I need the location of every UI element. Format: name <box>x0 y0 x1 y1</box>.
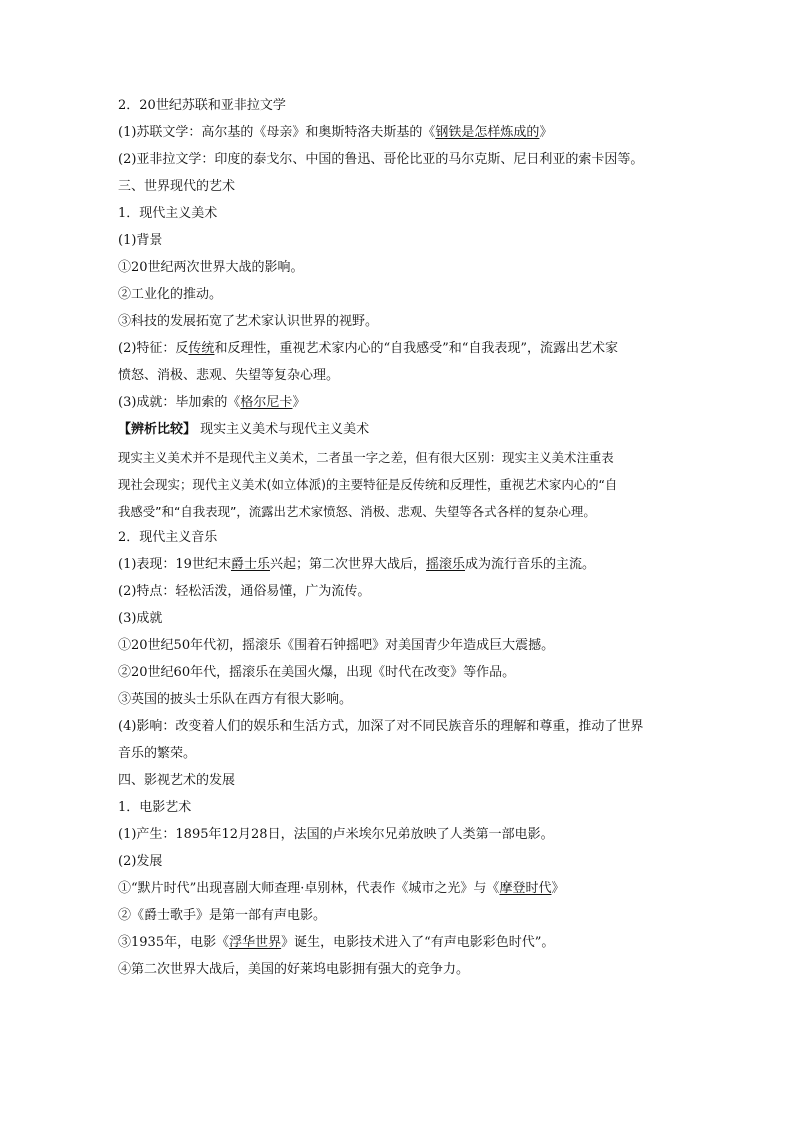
characteristics-line-cont: 愤怒、消极、悲观、失望等复杂心理。 <box>118 368 340 383</box>
background-label: (1)背景 <box>118 233 163 248</box>
underlined-term: 爵士乐 <box>230 557 270 572</box>
comparison-heading: 【辨析比较】 现实主义美术与现代主义美术 <box>118 422 370 437</box>
film-development-2: ②《爵士歌手》是第一部有声电影。 <box>118 908 327 923</box>
characteristics-line: (2)特征：反传统和反理性，重视艺术家内心的“自我感受”和“自我表现”，流露出艺术家 <box>118 341 619 356</box>
subheading-film-art: 1．电影艺术 <box>118 800 192 815</box>
background-item-1: ①20世纪两次世界大战的影响。 <box>118 260 304 275</box>
section-heading-soviet-afro-asian-literature: 2．20世纪苏联和亚非拉文学 <box>118 98 286 113</box>
music-achievement-3: ③英国的披头士乐队在西方有很大影响。 <box>118 692 353 707</box>
underlined-term: 浮华世界 <box>229 935 282 950</box>
comparison-note-line-1: 现实主义美术并不是现代主义美术，二者虽一字之差，但有很大区别：现实主义美术注重表 <box>118 450 614 465</box>
film-development-4: ④第二次世界大战后，美国的好莱坞电影拥有强大的竞争力。 <box>118 962 470 977</box>
underlined-term: 格尔尼卡 <box>240 395 293 410</box>
music-achievement-2: ②20世纪60年代，摇滚乐在美国火爆，出现《时代在改变》等作品。 <box>118 665 516 680</box>
film-origin-line: (1)产生：1895年12月28日，法国的卢米埃尔兄弟放映了人类第一部电影。 <box>118 827 554 842</box>
background-item-2: ②工业化的推动。 <box>118 287 223 302</box>
film-development-3: ③1935年，电影《浮华世界》诞生，电影技术进入了“有声电影彩色时代”。 <box>118 935 555 950</box>
soviet-literature-line: (1)苏联文学：高尔基的《母亲》和奥斯特洛夫斯基的《钢铁是怎样炼成的》 <box>118 125 553 140</box>
background-item-3: ③科技的发展拓宽了艺术家认识世界的视野。 <box>118 314 379 329</box>
section-heading-film-tv: 四、影视艺术的发展 <box>118 773 236 788</box>
afro-asian-literature-line: (2)亚非拉文学：印度的泰戈尔、中国的鲁迅、哥伦比亚的马尔克斯、尼日利亚的索卡因等。 <box>118 152 644 167</box>
music-expression-line: (1)表现：19世纪末爵士乐兴起；第二次世界大战后，摇滚乐成为流行音乐的主流。 <box>118 557 596 572</box>
achievement-line: (3)成就：毕加索的《格尔尼卡》 <box>118 395 306 410</box>
music-achievement-1: ①20世纪50年代初，摇滚乐《围着石钟摇吧》对美国青少年造成巨大震撼。 <box>118 638 555 653</box>
music-features-line: (2)特点：轻松活泼，通俗易懂，广为流传。 <box>118 584 371 599</box>
comparison-note-line-2: 现社会现实；现代主义美术(如立体派)的主要特征是反传统和反理性，重视艺术家内心的“自 <box>118 477 618 492</box>
subheading-modernist-music: 2．现代主义音乐 <box>118 530 218 545</box>
film-development-label: (2)发展 <box>118 854 163 869</box>
section-heading-modern-art: 三、世界现代的艺术 <box>118 179 236 194</box>
underlined-term: 摇滚乐 <box>426 557 466 572</box>
underlined-term: 钢铁是怎样炼成的 <box>435 125 540 140</box>
underlined-term: 摩登时代 <box>499 881 552 896</box>
film-development-1: ①“默片时代”出现喜剧大师查理·卓别林，代表作《城市之光》与《摩登时代》 <box>118 881 565 896</box>
music-achievements-label: (3)成就 <box>118 611 163 626</box>
music-impact-line: (4)影响：改变着人们的娱乐和生活方式，加深了对不同民族音乐的理解和尊重，推动了世界 <box>118 719 644 734</box>
document-page <box>118 92 688 983</box>
comparison-note-line-3: 我感受”和“自我表现”，流露出艺术家愤怒、消极、悲观、失望等各式各样的复杂心理。 <box>118 504 596 519</box>
subheading-modernist-painting: 1．现代主义美术 <box>118 206 218 221</box>
underlined-term: 传统 <box>188 341 215 356</box>
music-impact-line-cont: 音乐的繁荣。 <box>118 746 197 761</box>
